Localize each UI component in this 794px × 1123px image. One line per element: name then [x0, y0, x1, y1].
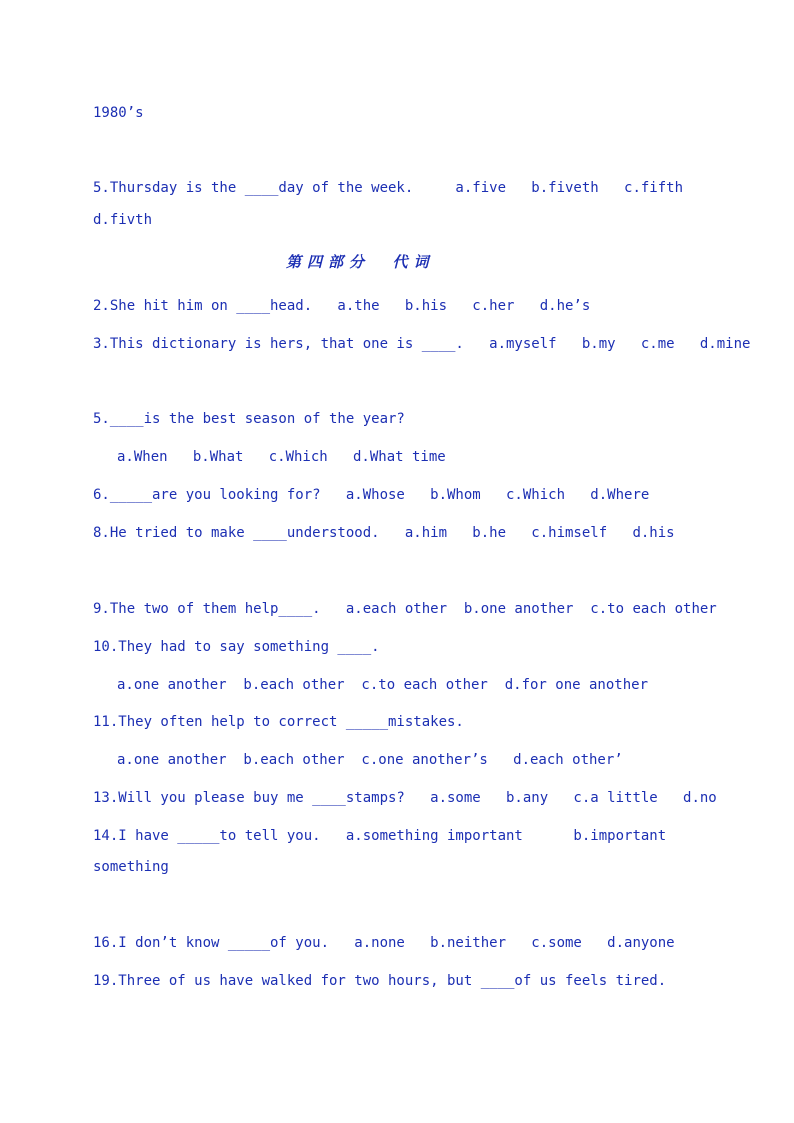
question-5-options: a.When b.What c.Which d.What time — [117, 449, 446, 465]
text-line-1980s: 1980’s — [93, 105, 144, 121]
section-heading: 第四部分 代词 — [286, 253, 435, 271]
question-3: 3.This dictionary is hers, that one is ____. a.myself b.my c.me d.mine — [93, 336, 751, 352]
question-14: 14.I have _____to tell you. a.something important b.important — [93, 828, 667, 844]
question-16: 16.I don’t know _____of you. a.none b.neither c.some d.anyone — [93, 935, 675, 951]
question-13: 13.Will you please buy me ____stamps? a.some b.any c.a little d.no — [93, 790, 717, 806]
question-19: 19.Three of us have walked for two hours, but ____of us feels tired. — [93, 973, 667, 989]
question-5-ordinal-option-d: d.fivth — [93, 212, 153, 228]
question-11: 11.They often help to correct _____mistakes. — [93, 714, 464, 730]
question-5: 5.____is the best season of the year? — [93, 411, 405, 427]
question-2: 2.She hit him on ____head. a.the b.his c.her d.he’s — [93, 298, 591, 314]
question-5-ordinal: 5.Thursday is the ____day of the week. a.five b.fiveth c.fifth — [93, 180, 684, 196]
question-6: 6._____are you looking for? a.Whose b.Whom c.Which d.Where — [93, 487, 650, 503]
question-10: 10.They had to say something ____. — [93, 639, 380, 655]
question-14-continued: something — [93, 859, 169, 875]
question-9: 9.The two of them help____. a.each other b.one another c.to each other — [93, 601, 717, 617]
question-8: 8.He tried to make ____understood. a.him b.he c.himself d.his — [93, 525, 675, 541]
question-10-options: a.one another b.each other c.to each other d.for one another — [117, 677, 649, 693]
question-11-options: a.one another b.each other c.one another’s d.each other’ — [117, 752, 623, 768]
